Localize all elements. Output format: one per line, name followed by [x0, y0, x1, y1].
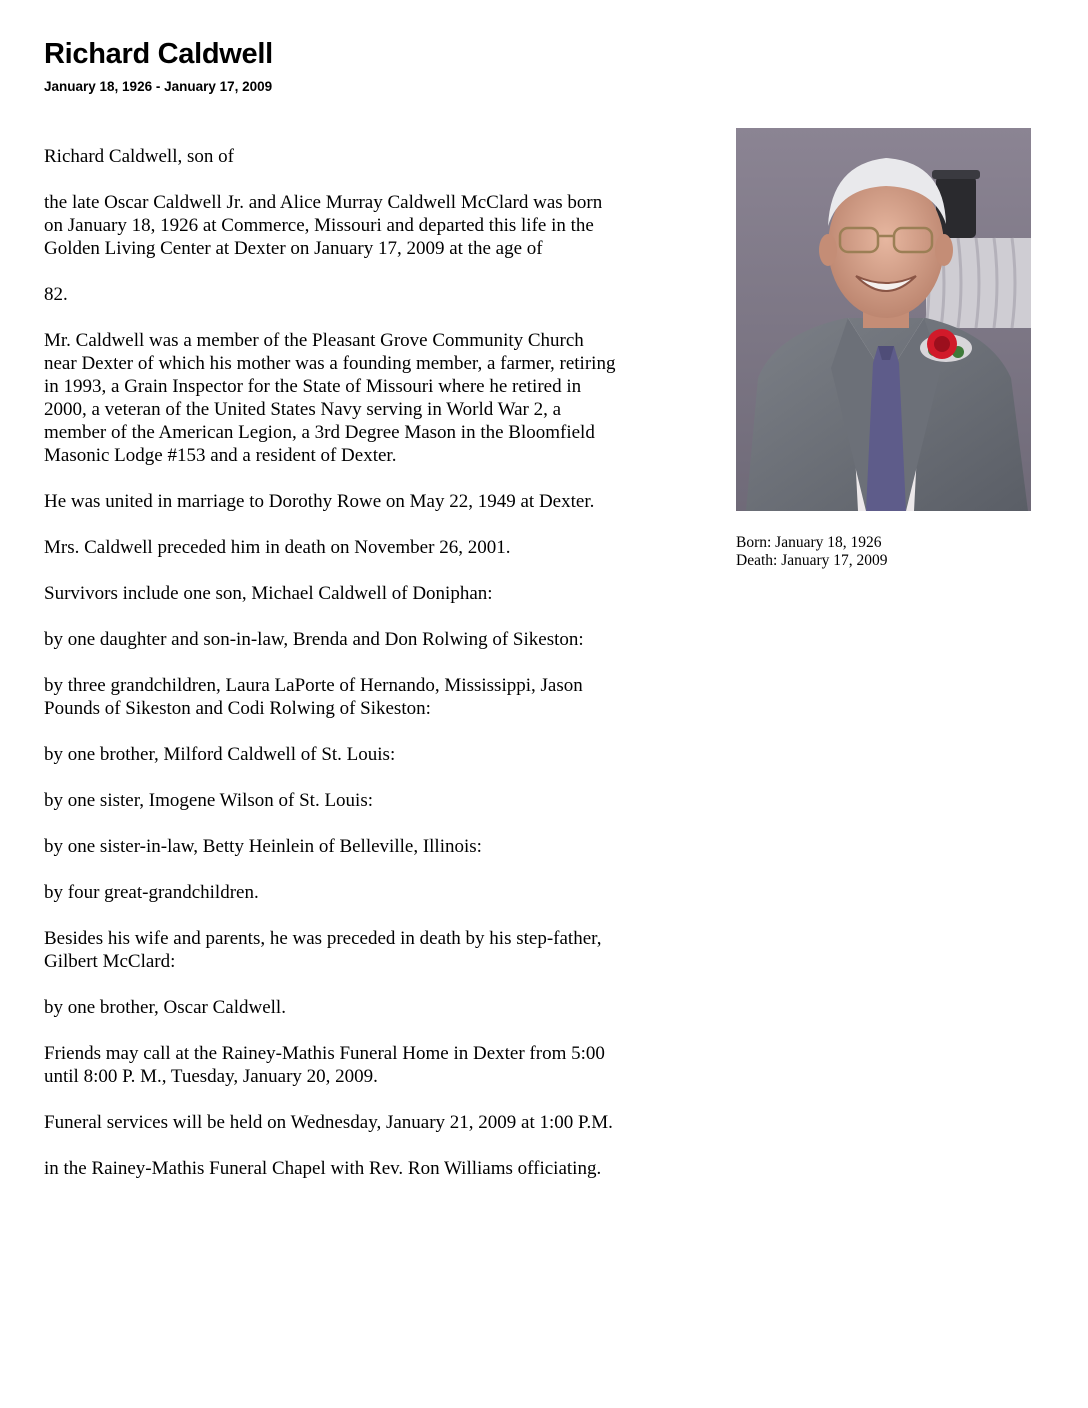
photo-caption: [736, 534, 888, 570]
obituary-title: Richard Caldwell: [44, 38, 273, 70]
paragraph: by one sister-in-law, Betty Heinlein of Belleville, Illinois:: [44, 836, 482, 857]
portrait-photo: [736, 128, 1031, 511]
paragraph: by one brother, Oscar Caldwell.: [44, 997, 286, 1018]
paragraph: Survivors include one son, Michael Caldwell of Doniphan:: [44, 583, 493, 604]
paragraph: Richard Caldwell, son of: [44, 146, 234, 167]
paragraph: 82.: [44, 284, 68, 305]
life-dates: January 18, 1926 - January 17, 2009: [44, 79, 273, 94]
paragraph: Besides his wife and parents, he was preceded in death by his step-father, Gilbert McClard:: [44, 928, 602, 972]
paragraph: Friends may call at the Rainey-Mathis Funeral Home in Dexter from 5:00 until 8:00 P. M., Tuesday, January 20, 2009.: [44, 1043, 605, 1087]
paragraph: Mr. Caldwell was a member of the Pleasant Grove Community Church near Dexter of which his mother was a founding member, a farmer, retiring in 1993, a Grain Inspector for the State of Missouri where he retired in 2000, a veteran of the United States Navy serving in World War 2, a member of the American Legion, a 3rd Degree Mason in the Bloomfield Masonic Lodge #153 and a resident of Dexter.: [44, 330, 616, 466]
paragraph: Mrs. Caldwell preceded him in death on November 26, 2001.: [44, 537, 511, 558]
paragraph: by one brother, Milford Caldwell of St. Louis:: [44, 744, 396, 765]
paragraph: by one daughter and son-in-law, Brenda and Don Rolwing of Sikeston:: [44, 629, 584, 650]
paragraph: by four great-grandchildren.: [44, 882, 259, 903]
obituary-body: [44, 145, 704, 1203]
paragraph: by three grandchildren, Laura LaPorte of Hernando, Mississippi, Jason Pounds of Sikeston and Codi Rolwing of Sikeston:: [44, 675, 583, 719]
death-date: Death: January 17, 2009: [736, 552, 888, 569]
paragraph: in the Rainey-Mathis Funeral Chapel with Rev. Ron Williams officiating.: [44, 1158, 602, 1179]
born-date: Born: January 18, 1926: [736, 534, 882, 551]
paragraph: Funeral services will be held on Wednesday, January 21, 2009 at 1:00 P.M.: [44, 1112, 613, 1133]
paragraph: He was united in marriage to Dorothy Rowe on May 22, 1949 at Dexter.: [44, 491, 595, 512]
paragraph: the late Oscar Caldwell Jr. and Alice Murray Caldwell McClard was born on January 18, 1926 at Commerce, Missouri and departed this life in the Golden Living Center at Dexter on January 17, 2009 at the age of: [44, 192, 603, 259]
paragraph: by one sister, Imogene Wilson of St. Louis:: [44, 790, 374, 811]
